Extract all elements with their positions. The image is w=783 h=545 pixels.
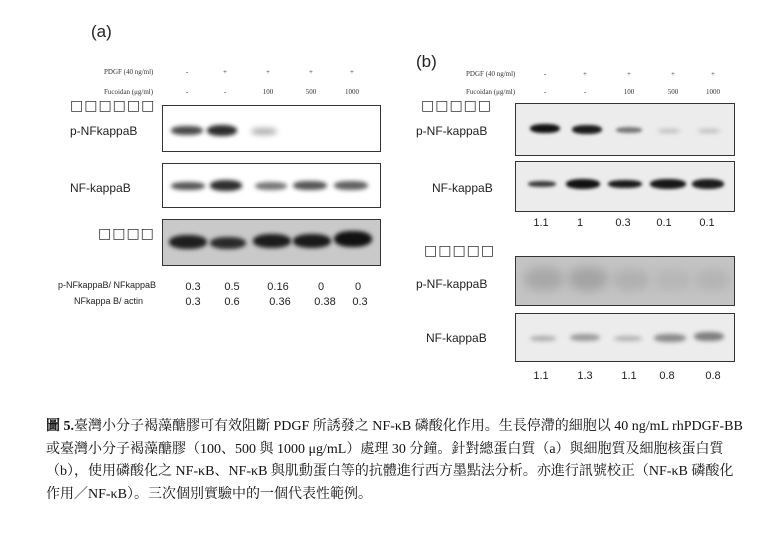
fucoidan-condition-label: Fucoidan (μg/ml) [104, 88, 154, 96]
blot-band [692, 179, 724, 189]
fucoidan-lane-2: - [583, 88, 587, 96]
blot-band [171, 126, 203, 135]
blot-label-p-nf-kappab: p-NF-kappaB [416, 124, 488, 138]
blot-band [207, 125, 237, 136]
fucoidan-lane-3: 100 [623, 88, 635, 96]
blot-band [334, 181, 368, 190]
quant-value: 1.1 [621, 370, 637, 382]
blot-band [293, 181, 327, 190]
quant-value: 0.1 [699, 217, 715, 229]
blot-band [658, 129, 680, 133]
blot-band [210, 180, 242, 191]
fucoidan-lane-4: 500 [667, 88, 679, 96]
quant-value: 0.5 [224, 281, 240, 293]
blot-band [654, 269, 692, 291]
fucoidan-lane-4: 500 [305, 88, 317, 96]
blot-band [650, 179, 686, 189]
pdgf-condition-label: PDGF (40 ng/ml) [466, 70, 516, 78]
pdgf-lane-4: + [671, 70, 675, 78]
pdgf-lane-3: + [266, 68, 270, 76]
quant-value: 1.1 [533, 217, 549, 229]
pdgf-lane-3: + [627, 70, 631, 78]
blot-band [614, 336, 642, 341]
quant-value: 1.3 [577, 370, 593, 382]
pdgf-condition-label: PDGF (40 ng/ml) [104, 68, 154, 76]
quant-value: 0.1 [656, 217, 672, 229]
blot-band [694, 332, 724, 341]
quant-value: 0 [317, 281, 325, 293]
missing-glyph-label: □□□□ [98, 226, 155, 242]
blot-band [293, 234, 331, 248]
blot-band [530, 336, 556, 341]
blot-band [566, 179, 600, 189]
blot-band [253, 234, 291, 248]
blot-label-nf-kappab: NF-kappaB [70, 181, 131, 195]
quant-value: 0.3 [615, 217, 631, 229]
quant-value: 0.8 [659, 370, 675, 382]
blot-band [568, 267, 608, 291]
quant-value: 0.38 [314, 296, 336, 308]
blot-band [616, 127, 642, 133]
western-blot-p-nf-kappab-nuclear [515, 256, 735, 306]
blot-band [210, 237, 246, 249]
quant-label-ratio-1: p-NFkappaB/ NFkappaB [58, 280, 157, 290]
blot-band [612, 269, 650, 291]
missing-glyph-label: □□□□□ [421, 98, 493, 114]
pdgf-lane-2: + [223, 68, 227, 76]
western-blot-actin [162, 219, 381, 266]
blot-label-p-nf-kappab-nuclear: p-NF-kappaB [416, 277, 488, 291]
blot-label-nf-kappab: NF-kappaB [432, 181, 493, 195]
quant-value: 1 [576, 217, 584, 229]
pdgf-lane-5: + [711, 70, 715, 78]
blot-band [698, 129, 720, 133]
western-blot-nf-kappab [162, 163, 381, 208]
fucoidan-condition-label: Fucoidan (μg/ml) [466, 88, 516, 96]
missing-glyph-label: □□□□□ [424, 243, 496, 259]
fucoidan-lane-1: - [543, 88, 547, 96]
blot-band [654, 334, 686, 342]
quant-value: 0.36 [269, 296, 291, 308]
blot-band [572, 125, 602, 134]
quant-value: 0.6 [224, 296, 240, 308]
quant-value: 0.8 [705, 370, 721, 382]
western-blot-p-nfkappab [162, 105, 381, 152]
quant-label-ratio-2: NFkappa B/ actin [74, 296, 144, 306]
panel-a-label: (a) [91, 22, 112, 41]
fucoidan-lane-3: 100 [262, 88, 274, 96]
fucoidan-lane-5: 1000 [706, 88, 720, 96]
pdgf-lane-1: - [543, 70, 547, 78]
figure-caption [46, 416, 746, 506]
quant-value: 0.16 [267, 281, 289, 293]
blot-band [530, 124, 560, 133]
blot-band [694, 269, 730, 291]
blot-band [524, 267, 564, 291]
blot-band [608, 180, 642, 188]
quant-value: 0 [354, 281, 362, 293]
blot-band [570, 334, 600, 341]
missing-glyph-label: □□□□□□ [70, 98, 156, 114]
caption-text: 臺灣小分子褐藻醣膠可有效阻斷 PDGF 所誘發之 NF-κB 磷酸化作用。生長停滯的細胞以 40 ng/mL rhPDGF-BB 或臺灣小分子褐藻醣膠（100、500 與 1000 μg/mL）處理 30 分鐘。針對總蛋白質（a）與細胞質及細胞核蛋白質（b），使用磷酸化之 NF-κB、NF-κB 與肌動蛋白等的抗體進行西方墨點法分析。亦進行訊號校正（NF-κB 磷酸化作用／NF-κB）。三次個別實驗中的一個代表性範例。 [46, 419, 743, 502]
blot-band [334, 231, 372, 247]
blot-band [251, 128, 277, 135]
quant-value: 0.3 [185, 296, 201, 308]
fucoidan-lane-5: 1000 [345, 88, 359, 96]
panel-b-label: (b) [416, 52, 437, 71]
quant-value: 1.1 [533, 370, 549, 382]
blot-band [171, 182, 205, 190]
pdgf-lane-5: + [350, 68, 354, 76]
blot-label-p-nfkappab: p-NFkappaB [70, 124, 138, 138]
blot-label-nf-kappab-nuclear: NF-kappaB [426, 331, 487, 345]
blot-band [255, 182, 287, 190]
blot-band [528, 181, 556, 187]
pdgf-lane-2: + [583, 70, 587, 78]
western-blot-nf-kappab [515, 161, 735, 212]
fucoidan-lane-1: - [185, 88, 189, 96]
western-blot-nf-kappab-nuclear [515, 313, 735, 362]
fucoidan-lane-2: - [223, 88, 227, 96]
pdgf-lane-4: + [309, 68, 313, 76]
pdgf-lane-1: - [185, 68, 189, 76]
blot-band [169, 235, 207, 249]
quant-value: 0.3 [352, 296, 368, 308]
western-blot-p-nf-kappab [515, 103, 735, 156]
figure-number: 圖 5. [46, 419, 74, 434]
quant-value: 0.3 [185, 281, 201, 293]
